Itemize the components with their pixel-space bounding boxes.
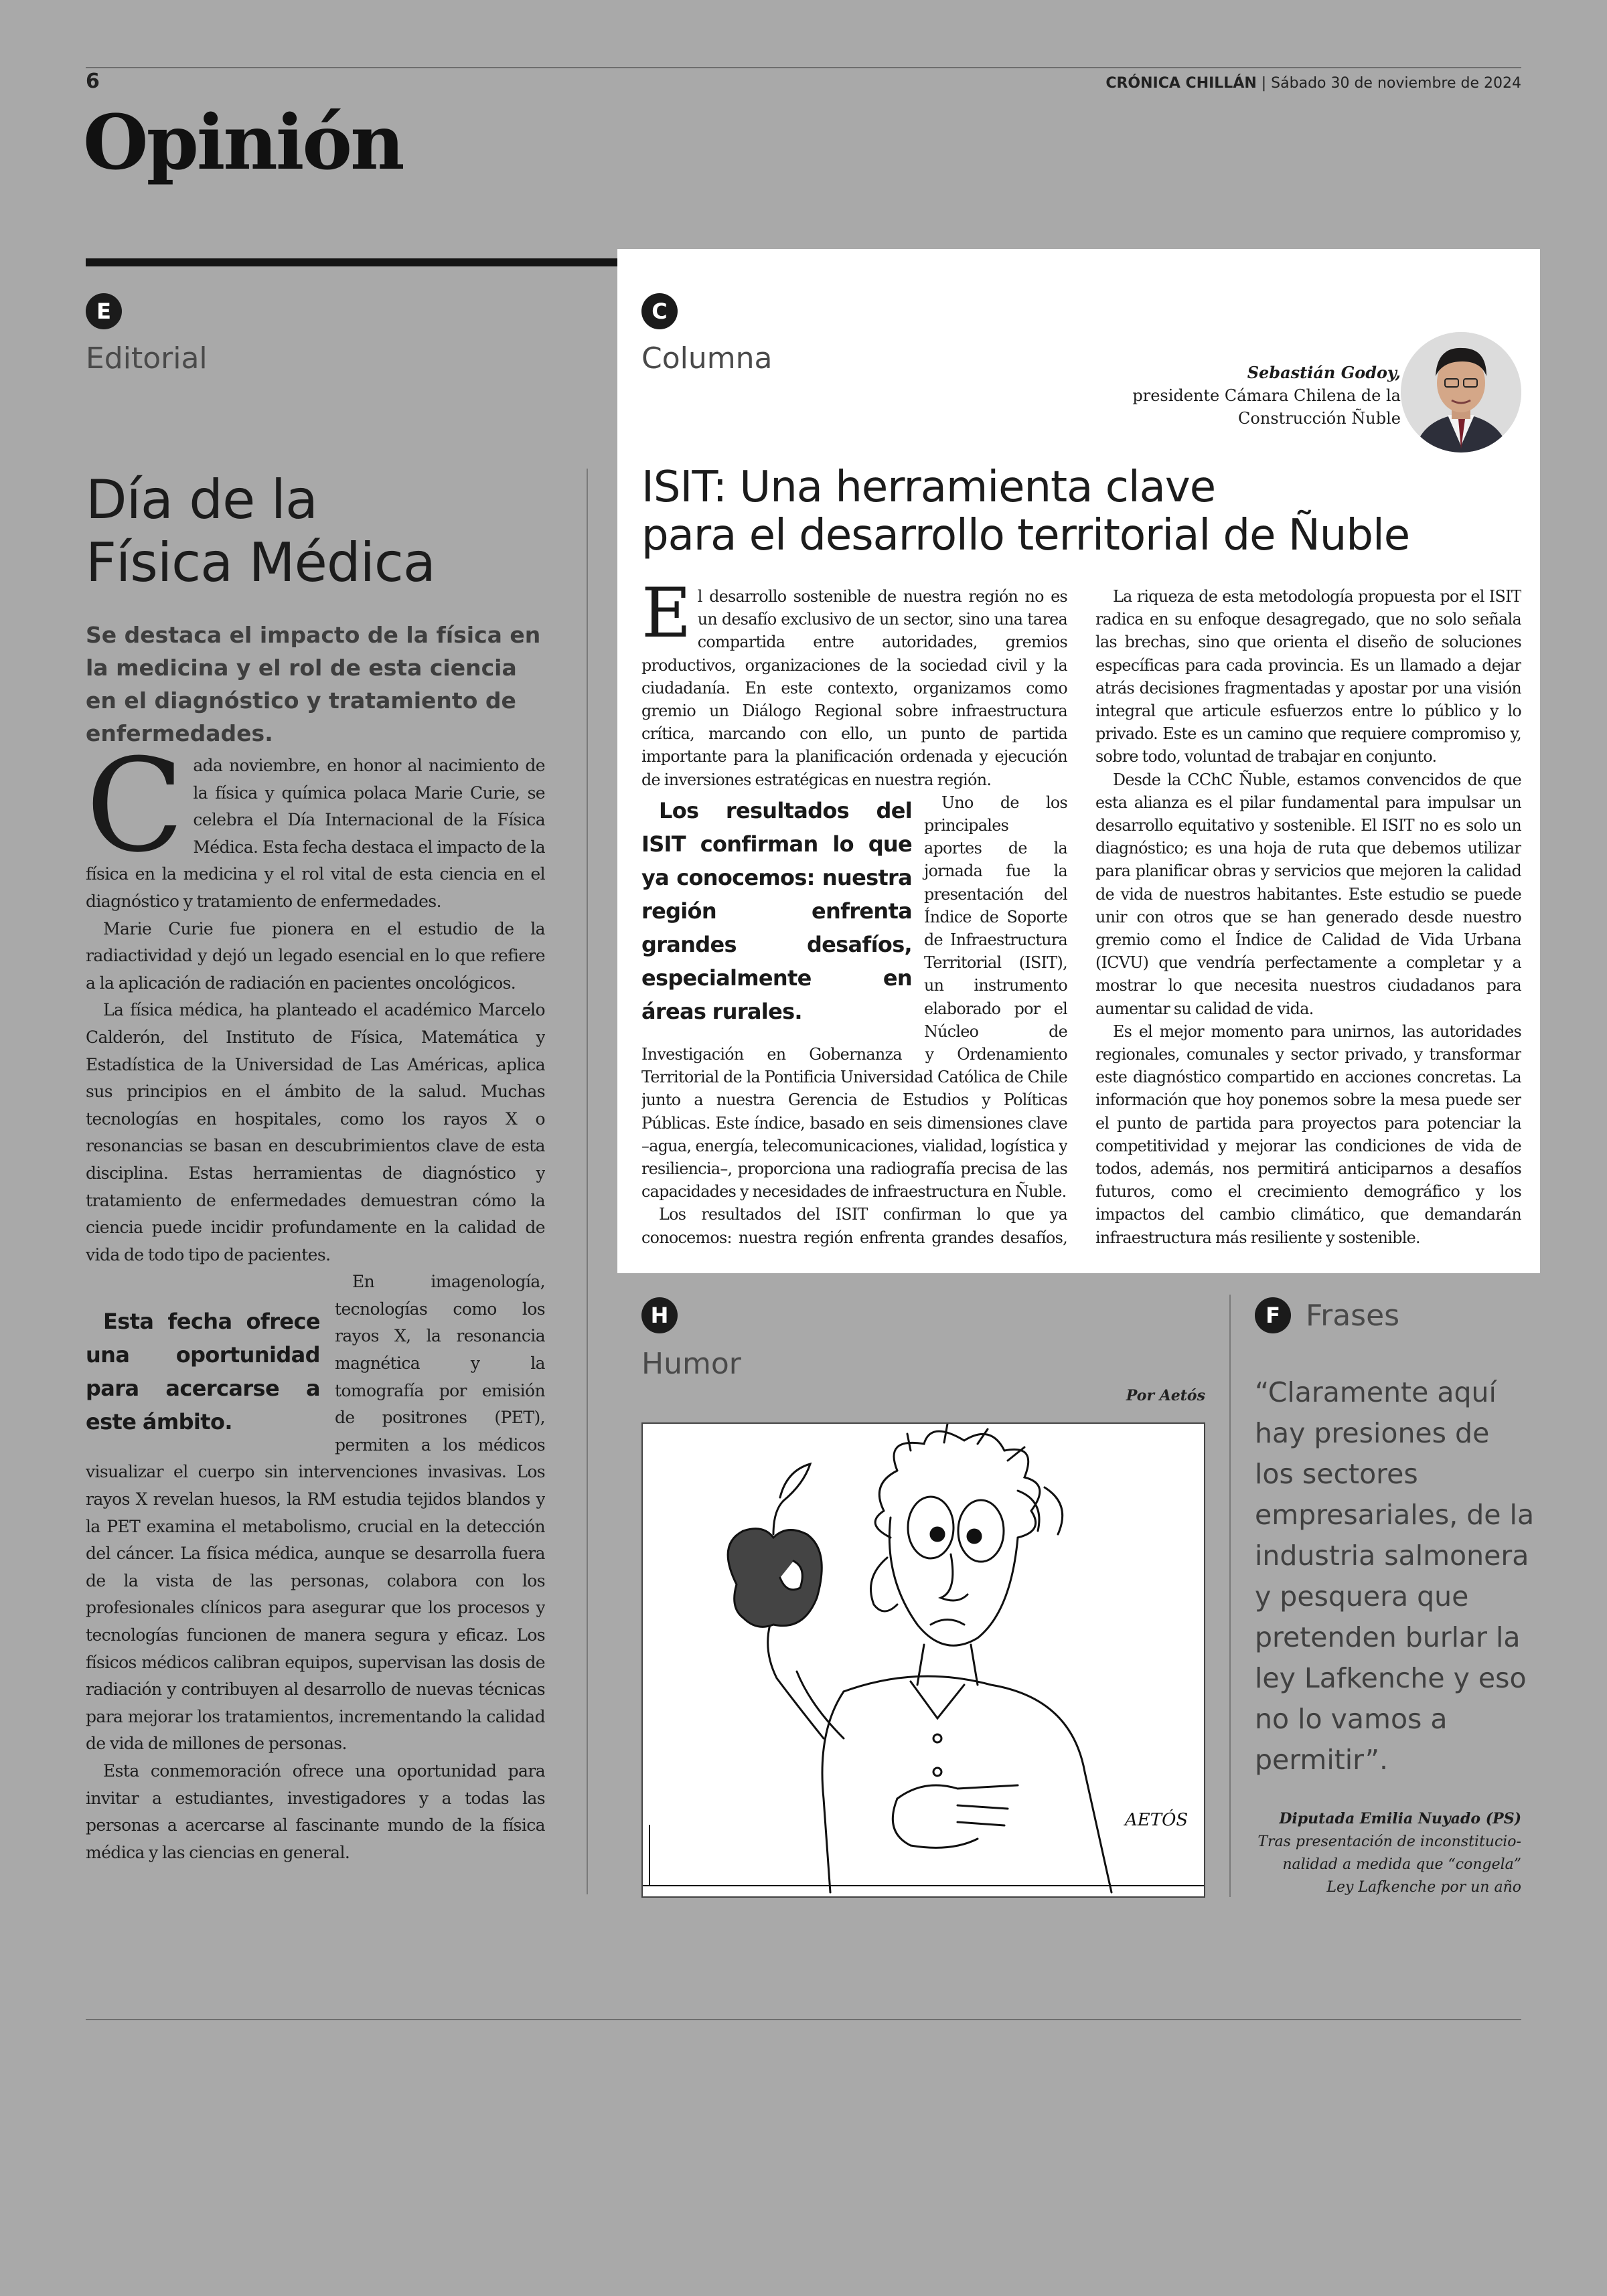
editorial-body bbox=[86, 752, 545, 1904]
author-portrait-image bbox=[1401, 332, 1521, 453]
publication-name: CRÓNICA CHILLÁN bbox=[1105, 75, 1257, 92]
frases-kicker: Frases bbox=[1306, 1299, 1400, 1333]
column-paragraph: Desde la CChC Ñuble, estamos convencidos de que esta alianza es el pilar fundamental para impulsar un desarrollo equitativo y sostenible. El ISIT no es solo un diagnóstico; es una hoja de ruta que debemos utilizar para planificar obras y servicios que mejoren la calidad de vida de nuestros habitantes. Este estudio se puede unir con otros que se han generado desde nuestro gremio como el Índice de Calidad de Vida Urbana (ICVU) que vendría perfectamente a completar y a mostrar lo que necesita nuestros ciudadanos para aumentar su calidad de vida. bbox=[1095, 770, 1521, 1018]
column-paragraph: Los resultados del ISIT confirman lo que ya conocemos: nuestra región enfrenta grandes desafíos, bbox=[641, 1205, 1067, 1247]
column-paragraph: El desarrollo sostenible de nuestra región no es un desafío exclusivo de un sector, sino una tarea compartida entre autoridades, gremios productivos, organizaciones de la sociedad civil y la ciudadanía. En este contexto, organizamos como gremio un Diálogo Regional sobre infraestructura crítica, marcando con ello, un punto de partida importante para la planificación ordenada y ejecución de inversiones estratégicas en nuestra región. bbox=[641, 585, 1067, 789]
quote-context: Ley Lafkenche por un año bbox=[1326, 1879, 1521, 1896]
editorial-kicker: Editorial bbox=[86, 341, 208, 376]
editorial-paragraph: Esta conmemoración ofrece una oportunidad para invitar a estudiantes, investigadores y a todas las personas a acercarse al fascinante mundo de la física médica y las ciencias en general. bbox=[86, 1760, 545, 1862]
author-photo bbox=[1401, 332, 1521, 453]
cartoonist-byline: Por Aetós bbox=[1126, 1387, 1205, 1404]
editorial-deck: Se destaca el impacto de la física en la medicina y el rol de esta ciencia en el diagnóstico y tratamiento de enfermedades. bbox=[86, 622, 541, 746]
humor-badge: H bbox=[641, 1297, 678, 1333]
editorial-paragraph: Esta fecha ofrece una oportunidad para acercarse a este ámbito. En imagenología, tecnologías como los rayos X, la resonancia magnética y la tomografía por emisión de positrones (PET), permiten a los médicos visualizar el cuerpo sin intervenciones invasivas. Los rayos X revelan huesos, la RM estudia tejidos blandos y la PET examina el metabolismo, crucial en la detección del cáncer. La física médica, aunque se desarrolla fuera de la vista de las personas, colabora con los profesionales clínicos para asegurar que los procesos y tecnologías funcionen de manera segura y eficaz. Los físicos médicos calibran equipos, supervisan las dosis de radiación y contribuyen al desarrollo de nuevas técnicas para mejorar los tratamientos, incrementando la calidad de vida de millones de personas. bbox=[86, 1272, 545, 1754]
editorial-paragraph: La física médica, ha planteado el académico Marcelo Calderón, del Instituto de Física, Matemática y Estadística de la Universidad de Las Américas, aplica sus principios en el ámbito de la salud. Muchas tecnologías en hospitales, como los rayos X o resonancias se basan en descubrimientos clave de esta disciplina. Estas herramientas de diagnóstico y tratamiento de enfermedades demuestran cómo la ciencia puede incidir profundamente en la calidad de vida de todo tipo de pacientes. bbox=[86, 1000, 545, 1264]
author-name: Sebastián Godoy, bbox=[1247, 363, 1401, 382]
author-role: Construcción Ñuble bbox=[1238, 409, 1401, 428]
frases-quote: “Claramente aquí hay presiones de los sectores empresariales, de la industria salmonera y pesquera que pretenden burlar la ley Lafkenche y eso no lo vamos a permitir”. bbox=[1255, 1376, 1535, 1776]
quote-source-name: Diputada Emilia Nuyado (PS) bbox=[1279, 1810, 1521, 1827]
author-role: presidente Cámara Chilena de la bbox=[1132, 386, 1401, 405]
bottom-rule bbox=[86, 2019, 1521, 2020]
editorial-paragraph: Cada noviembre, en honor al nacimiento de la física y química polaca Marie Curie, se celebra el Día Internacional de la Física Médica. Esta fecha destaca el impacto de la física en la medicina y el rol vital de esta ciencia en el diagnóstico y tratamiento de enfermedades. bbox=[86, 752, 545, 911]
column-paragraph: La riqueza de esta metodología propuesta por el ISIT radica en su enfoque desagregado, que no solo señala las brechas, sino que orienta el diseño de soluciones específicas para cada provincia. Es un llamado a dejar atrás decisiones fragmentadas y apostar por una visión integral que articule esfuerzos entre lo público y lo privado. Este es un camino que requiere compromiso y, sobre todo, voluntad de trabajar en conjunto. bbox=[1095, 587, 1521, 766]
frases-badge: F bbox=[1255, 1297, 1291, 1333]
issue-date: | Sábado 30 de noviembre de 2024 bbox=[1261, 75, 1521, 92]
cartoon-illustration bbox=[643, 1424, 1205, 1898]
column-paragraph bbox=[1095, 1249, 1521, 1252]
editorial-badge: E bbox=[86, 293, 122, 329]
column-headline bbox=[641, 463, 1409, 560]
column-paragraph: Es el mejor momento para unirnos, las autoridades regionales, comunales y sector privado, y transformar este diagnóstico compartido en acciones concretas. La información que hoy ponemos sobre la mesa puede ser el punto de partida para proyectos para potenciar la competitividad y mejorar las condiciones de vida de todos, además, nos permitirá anticiparnos a desafíos futuros, como el crecimiento demográfico y los impactos del cambio climático, que demandarán infraestructura más resiliente y sostenible. bbox=[1095, 1021, 1521, 1247]
column-kicker: Columna bbox=[641, 341, 773, 376]
author-credit bbox=[1132, 361, 1401, 430]
humor-cartoon bbox=[641, 1422, 1205, 1898]
quote-context: nalidad a medida que “congela” bbox=[1282, 1856, 1521, 1873]
section-title: Opinión bbox=[83, 99, 403, 187]
humor-kicker: Humor bbox=[641, 1347, 741, 1381]
column-drop-cap: E bbox=[641, 585, 691, 653]
column-headline-line2: para el desarrollo territorial de Ñuble bbox=[641, 511, 1410, 560]
humor-divider bbox=[1229, 1295, 1231, 1897]
running-header bbox=[1105, 75, 1521, 92]
editorial-paragraph: Marie Curie fue pionera en el estudio de la radiactividad y dejó un legado esencial en lo que refiere a la aplicación de radiación en pacientes oncológicos. bbox=[86, 918, 545, 993]
column-headline-line1: ISIT: Una herramienta clave bbox=[641, 463, 1216, 512]
top-rule bbox=[86, 67, 1521, 68]
column-divider bbox=[587, 469, 588, 1894]
page-number: 6 bbox=[86, 70, 100, 93]
quote-context: Tras presentación de inconstitucio- bbox=[1257, 1833, 1521, 1850]
editorial-headline-line1: Día de la bbox=[86, 469, 317, 531]
column-pullquote: Los resultados del ISIT confirman lo que ya conocemos: nuestra región enfrenta grandes desafíos, especialmente en áreas rurales. bbox=[641, 797, 912, 1024]
editorial-headline-line2: Física Médica bbox=[86, 531, 435, 594]
column-paragraph: Los resultados del ISIT confirman lo que ya conocemos: nuestra región enfrenta grandes desafíos, especialmente en áreas rurales. Uno de los principales aportes de la jornada fue la presentación del Índice de Soporte de Infraestructura Territorial (ISIT), un instrumento elaborado por el Núcleo de Investigación en Gobernanza y Ordenamiento Territorial de la Pontificia Universidad Católica de Chile junto a nuestra Gerencia de Estudios y Políticas Públicas. Este índice, basado en seis dimensiones clave –agua, energía, telecomunicaciones, vialidad, logística y resiliencia–, proporciona una radiografía precisa de las capacidades y necesidades de infraestructura en Ñuble. bbox=[641, 793, 1067, 1202]
column-badge: C bbox=[641, 293, 678, 329]
editorial-headline bbox=[86, 469, 435, 594]
column-body-right bbox=[1095, 585, 1521, 1252]
column-body-left bbox=[641, 585, 1067, 1248]
cartoonist-signature: AETÓS bbox=[1125, 1810, 1189, 1830]
quote-attribution bbox=[1257, 1807, 1521, 1899]
editorial-drop-cap: C bbox=[86, 752, 184, 881]
editorial-pullquote: Esta fecha ofrece una oportunidad para acercarse a este ámbito. bbox=[86, 1309, 320, 1435]
